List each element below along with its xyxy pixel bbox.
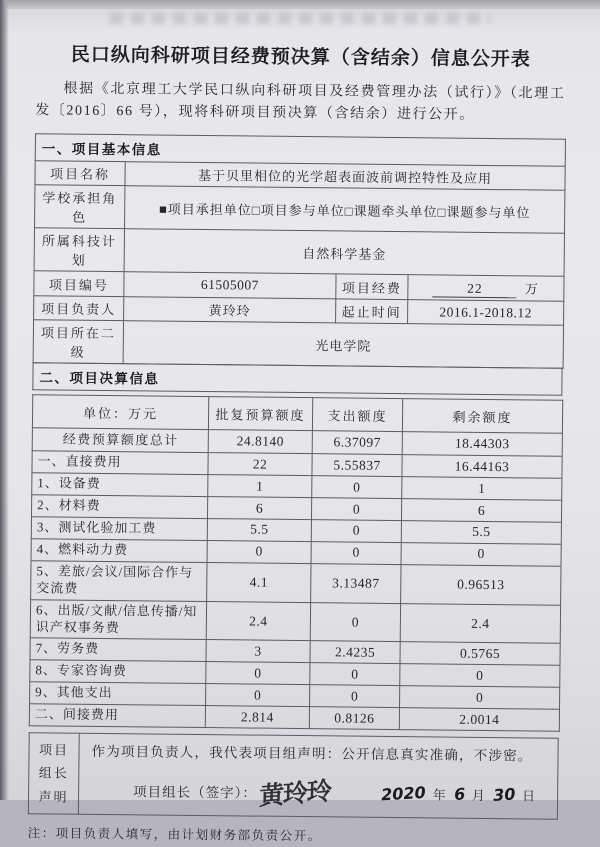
spent-amount: 0 — [312, 476, 402, 499]
spent-amount: 0 — [310, 663, 400, 686]
column-header-unit: 单位：万元 — [32, 395, 208, 430]
date-year: 2020 — [380, 782, 427, 805]
budget-section-title: 二、项目决算信息 — [33, 363, 562, 396]
period-label: 起止时间 — [336, 299, 408, 324]
remaining-amount: 0 — [400, 686, 560, 710]
row-label: 6、出版/文献/信息传播/知识产权事务费 — [30, 599, 206, 640]
project-leader-value: 黄玲玲 — [124, 297, 336, 323]
table-row — [31, 561, 561, 605]
row-label: 3、测试化验加工费 — [31, 517, 207, 541]
date-day: 30 — [492, 784, 516, 805]
project-fund-label: 项目经费 — [336, 274, 408, 300]
column-header-approved: 批复预算额度 — [208, 397, 312, 431]
remaining-amount: 0 — [401, 543, 561, 567]
table-row — [33, 320, 563, 369]
remaining-amount: 1 — [402, 477, 562, 501]
footnote: 注：项目负责人填写，由计划财务部负责公开。 — [27, 826, 322, 844]
spent-amount: 0.8126 — [309, 707, 399, 730]
date-day-unit: 日 — [522, 788, 537, 804]
budget-table — [29, 395, 563, 732]
declaration-label-line: 声明 — [38, 789, 69, 805]
date-month-unit: 月 — [471, 787, 486, 803]
declaration-row — [28, 733, 558, 820]
row-label: 一、直接费用 — [32, 451, 208, 475]
approved-amount: 1 — [208, 475, 312, 498]
basic-info-table — [33, 134, 566, 370]
budget-header-row — [32, 395, 562, 434]
declaration-body — [78, 733, 558, 819]
approved-amount: 6 — [207, 497, 311, 520]
handwritten-signature: 黄玲玲 — [258, 776, 332, 812]
project-name-label: 项目名称 — [35, 161, 125, 186]
date-month: 6 — [453, 784, 466, 804]
remaining-amount: 5.5 — [401, 521, 561, 545]
approved-amount: 0 — [207, 540, 311, 563]
table-row — [30, 599, 560, 643]
page-title: 民口纵向科研项目经费预决算（含结余）信息公开表 — [70, 44, 531, 71]
spent-amount: 2.4235 — [310, 641, 400, 664]
fund-amount-underlined: 22 — [433, 281, 517, 299]
declaration-label-line: 组长 — [38, 765, 69, 781]
remaining-amount: 16.44163 — [402, 455, 562, 479]
spent-amount: 0 — [311, 542, 401, 565]
project-leader-label: 项目负责人 — [34, 296, 124, 321]
declaration-table — [28, 732, 559, 820]
project-fund-value — [408, 275, 564, 302]
date-year-unit: 年 — [432, 787, 447, 803]
intro-paragraph: 根据《北京理工大学民口纵向科研项目及经费管理办法（试行）》（北理工发〔2016〕66 号），现将科研项目预决算（含结余）进行公开。 — [35, 81, 566, 123]
column-header-spent: 支出额度 — [312, 398, 402, 432]
table-row — [34, 228, 564, 277]
approved-amount: 2.4 — [206, 601, 310, 641]
declaration-label — [28, 733, 79, 815]
remaining-amount: 18.44303 — [402, 432, 562, 457]
row-label: 8、专家咨询费 — [30, 660, 206, 684]
remaining-amount: 2.0014 — [399, 708, 559, 732]
declaration-label-line: 项目 — [38, 742, 70, 758]
row-label: 2、材料费 — [31, 495, 207, 519]
spent-amount: 6.37097 — [312, 431, 402, 455]
period-value: 2016.1-2018.12 — [408, 300, 564, 326]
remaining-amount: 0 — [400, 664, 560, 688]
row-label: 1、设备费 — [32, 473, 208, 497]
signature-label: 项目组长（签字）： — [133, 784, 257, 801]
row-label: 7、劳务费 — [30, 638, 206, 662]
project-code-value: 61505007 — [124, 272, 336, 299]
program-label: 所属科技计划 — [34, 228, 124, 272]
remaining-amount: 6 — [401, 499, 561, 523]
row-label: 经费预算额度总计 — [32, 428, 208, 453]
program-value: 自然科学基金 — [124, 229, 564, 277]
basic-info-section-title: 一、项目基本信息 — [35, 134, 565, 167]
signature-row — [91, 772, 547, 813]
row-label: 二、间接费用 — [29, 704, 205, 728]
school-role-checkboxes: ■项目承担单位□项目参与单位□课题牵头单位□课题参与单位 — [125, 186, 565, 234]
spent-amount: 3.13487 — [311, 563, 401, 603]
row-label: 4、燃料动力费 — [31, 539, 207, 563]
approved-amount: 24.8140 — [208, 430, 312, 454]
row-label: 9、其他支出 — [30, 682, 206, 706]
approved-amount: 0 — [206, 684, 310, 707]
department-label: 项目所在二级 — [33, 320, 123, 364]
remaining-amount: 2.4 — [400, 603, 560, 643]
school-role-label: 学校承担角色 — [35, 185, 125, 229]
spent-amount: 0 — [310, 685, 400, 708]
spent-amount: 0 — [311, 498, 401, 521]
spent-amount: 5.55837 — [312, 454, 402, 477]
approved-amount: 0 — [206, 662, 310, 685]
approved-amount: 4.1 — [207, 562, 311, 602]
remaining-amount: 0.5765 — [400, 642, 560, 666]
project-name-value: 基于贝里相位的光学超表面波前调控特性及应用 — [125, 162, 565, 191]
approved-amount: 5.5 — [207, 519, 311, 542]
section-header-row — [33, 363, 562, 396]
project-code-label: 项目编号 — [34, 271, 124, 297]
spent-amount: 0 — [310, 602, 400, 642]
spent-amount: 0 — [311, 520, 401, 543]
declaration-statement: 作为项目负责人，我代表项目组声明：公开信息真实准确，不涉密。 — [91, 743, 533, 764]
fund-unit: 万 — [524, 281, 539, 297]
department-value: 光电学院 — [123, 321, 563, 369]
handwritten-date — [381, 784, 543, 805]
table-row — [29, 704, 559, 731]
budget-section-header-table — [32, 363, 562, 397]
remaining-amount: 0.96513 — [401, 564, 561, 604]
row-label: 5、差旅/会议/国际合作与交流费 — [31, 561, 207, 602]
table-row — [35, 185, 565, 234]
column-header-remaining: 剩余额度 — [402, 399, 562, 434]
approved-amount: 2.814 — [205, 706, 309, 729]
approved-amount: 3 — [206, 640, 310, 663]
approved-amount: 22 — [208, 453, 312, 476]
